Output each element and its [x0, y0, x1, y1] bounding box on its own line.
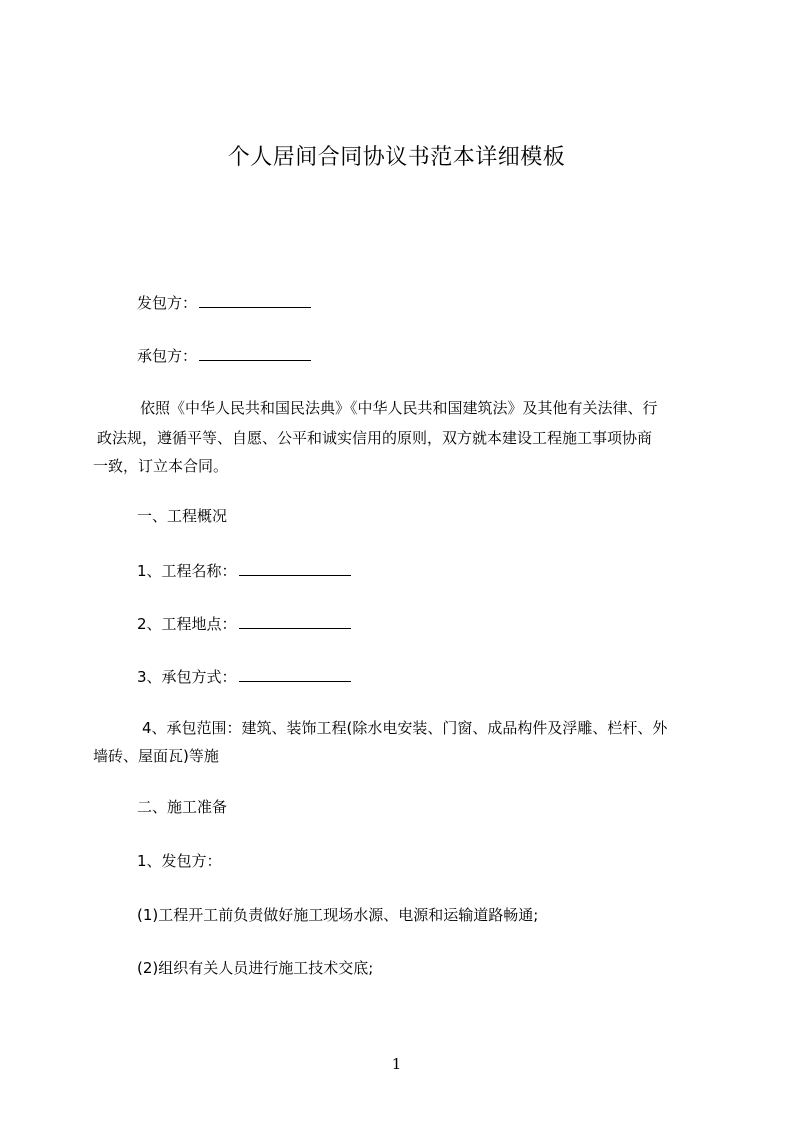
item-2-label: 2、工程地点： — [137, 615, 237, 633]
item-1-blank[interactable] — [239, 560, 351, 576]
item-2-field — [137, 613, 351, 634]
intro-line-3: 一致，订立本合同。 — [93, 457, 229, 475]
item-4-line-1: 4、承包范围：建筑、装饰工程(除水电安装、门窗、成品构件及浮雕、栏杆、外 — [142, 719, 668, 737]
sub-1-label: 1、发包方： — [137, 852, 222, 870]
item-1-label: 1、工程名称： — [137, 562, 237, 580]
party-a-blank[interactable] — [199, 292, 311, 308]
item-4-line-2: 墙砖、屋面瓦)等施 — [93, 747, 219, 765]
item-2-blank[interactable] — [239, 613, 351, 629]
party-a-field — [137, 292, 311, 313]
page-title: 个人居间合同协议书范本详细模板 — [227, 145, 566, 170]
clause-1: (1)工程开工前负责做好施工现场水源、电源和运输道路畅通; — [137, 906, 539, 924]
section-1-heading: 一、工程概况 — [137, 507, 228, 525]
item-3-blank[interactable] — [239, 666, 351, 682]
intro-line-2: 政法规，遵循平等、自愿、公平和诚实信用的原则，双方就本建设工程施工事项协商 — [97, 429, 653, 447]
section-2-heading: 二、施工准备 — [137, 798, 228, 816]
party-b-label: 承包方： — [137, 347, 198, 365]
item-3-label: 3、承包方式： — [137, 668, 237, 686]
item-3-field — [137, 666, 351, 687]
item-1-field — [137, 560, 351, 581]
clause-2: (2)组织有关人员进行施工技术交底; — [137, 959, 374, 977]
party-b-blank[interactable] — [199, 345, 311, 361]
party-b-field — [137, 345, 311, 366]
party-a-label: 发包方： — [137, 294, 198, 312]
intro-line-1: 依照《中华人民共和国民法典》《中华人民共和国建筑法》及其他有关法律、行 — [140, 399, 658, 417]
page-number: 1 — [391, 1055, 402, 1073]
